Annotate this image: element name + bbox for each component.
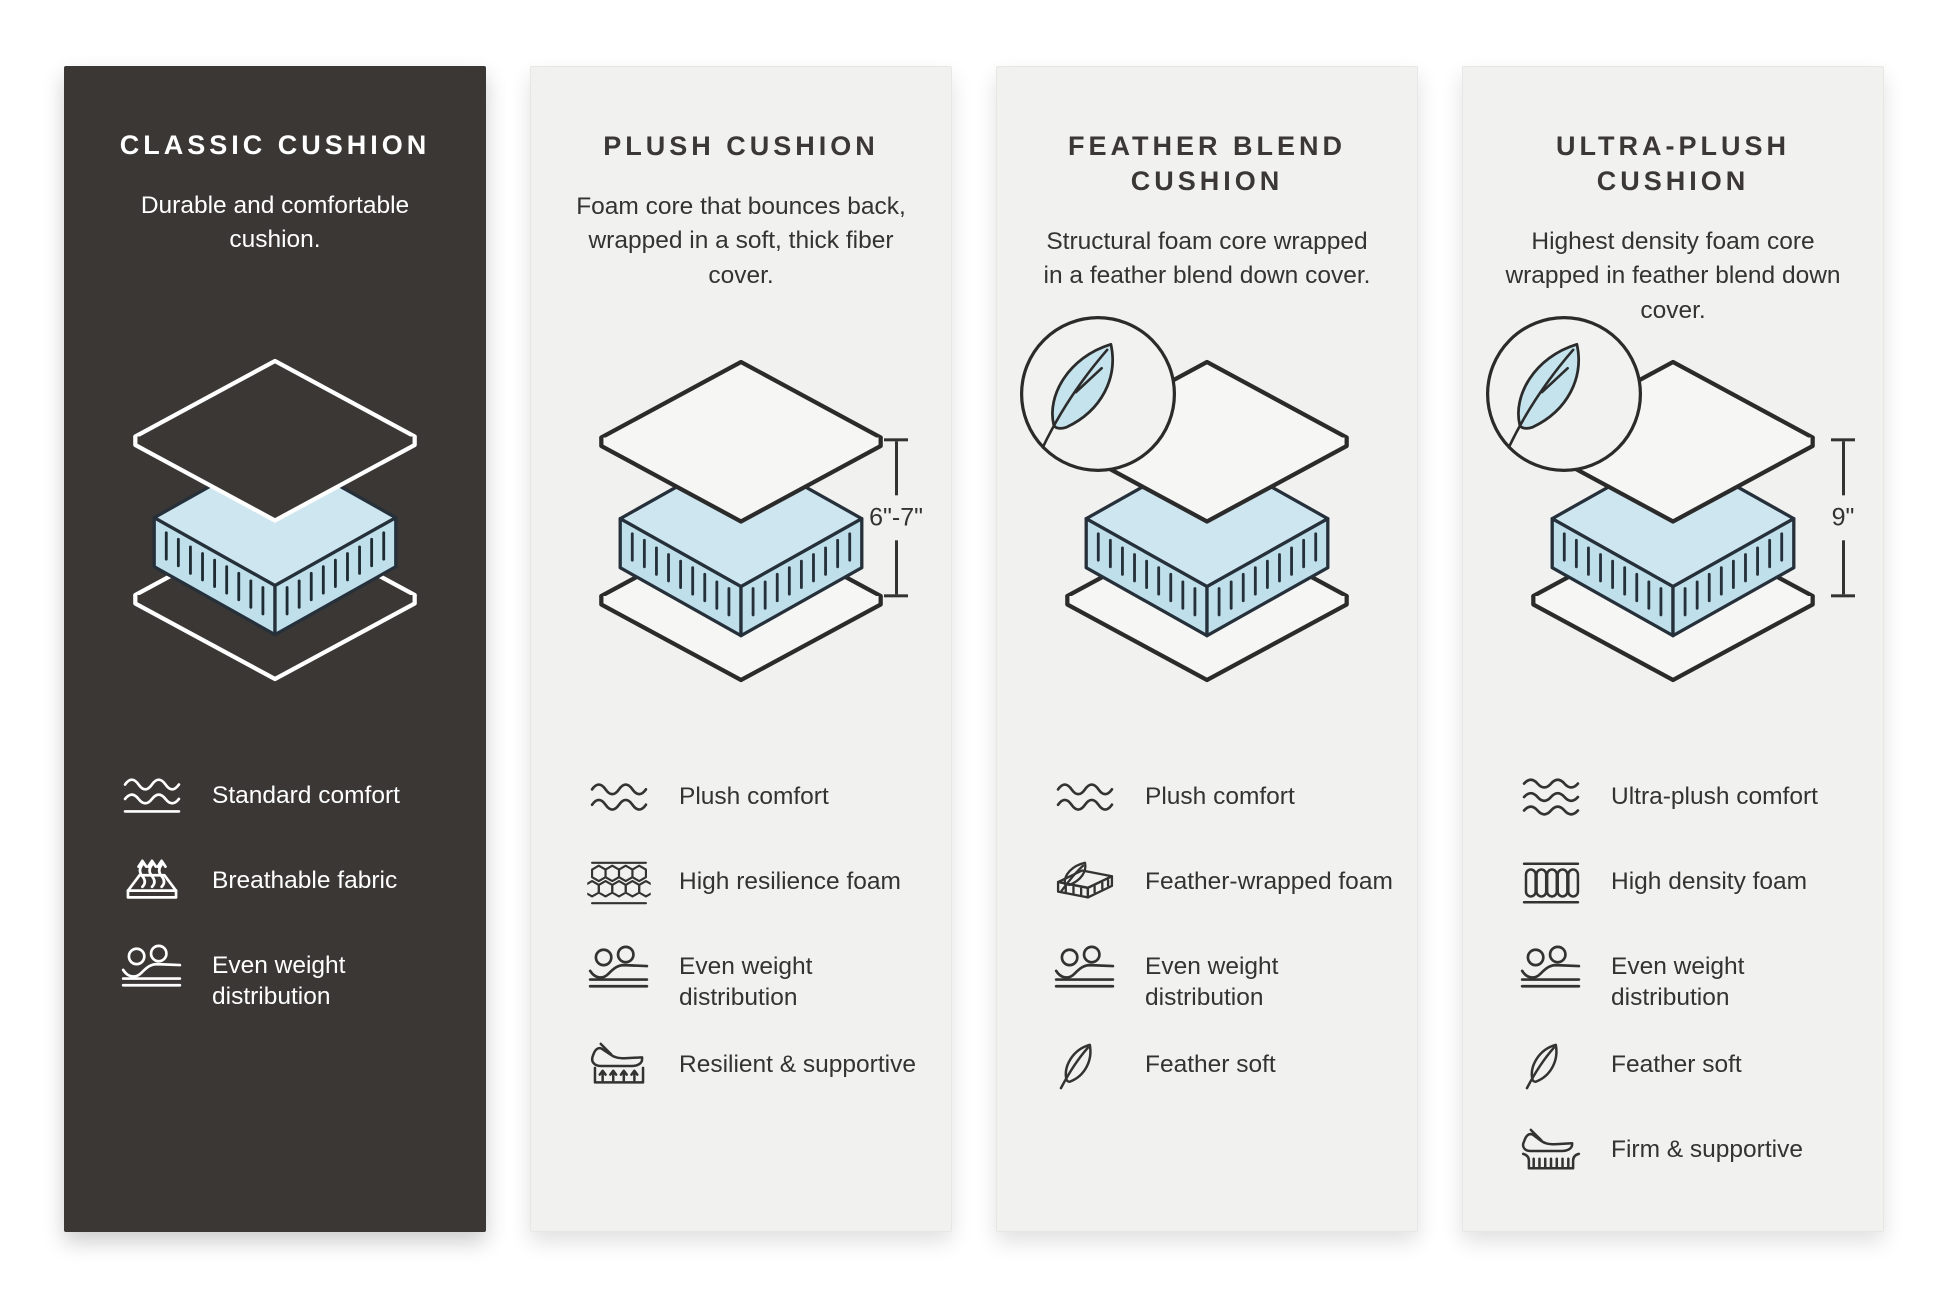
body-support-icon: [587, 1041, 655, 1091]
feature-label: Even weight distribution: [679, 953, 813, 1011]
waves-underline-icon: [120, 772, 188, 822]
feature-label: Firm & supportive: [1611, 1136, 1803, 1164]
honeycomb-icon: [587, 858, 655, 908]
dimension-line: [895, 540, 898, 594]
weight-distribution-icon: [1519, 943, 1587, 993]
feature-label: Resilient & supportive: [679, 1051, 916, 1079]
feature-item: [1519, 1126, 1859, 1183]
panel-classic-cushion: [64, 66, 486, 1232]
firm-support-icon: [1519, 1126, 1587, 1176]
feather-badge-icon: [1017, 313, 1179, 475]
panel-title: FEATHER BLEND CUSHION: [1068, 131, 1346, 197]
cushion-layers-icon: [590, 358, 892, 684]
height-dimension-marker: [1831, 438, 1855, 597]
feature-item: [1519, 943, 1859, 1013]
dimension-cap: [1831, 594, 1855, 597]
breathable-icon: [120, 857, 188, 907]
feature-item: [587, 773, 927, 830]
feature-label: Plush comfort: [1145, 783, 1295, 810]
dimension-label: 9": [1831, 503, 1855, 532]
panel-description: Durable and comfortable cushion.: [140, 192, 410, 254]
feature-item: [1053, 943, 1393, 1013]
feature-item: [1519, 1041, 1859, 1098]
feature-label: Even weight distribution: [1145, 953, 1279, 1011]
dimension-line: [895, 441, 898, 495]
cushion-layers-icon: [124, 357, 426, 683]
foam-cells-icon: [1519, 858, 1587, 908]
panel-header: [997, 67, 1417, 309]
dimension-line: [1842, 540, 1845, 594]
feature-item: [587, 1041, 927, 1098]
feature-label: Feather-wrapped foam: [1145, 868, 1393, 895]
waves-icon: [587, 773, 655, 823]
feature-label: Plush comfort: [679, 783, 829, 810]
cushion-layers-illustration: [1463, 309, 1883, 733]
dimension-line: [1842, 441, 1845, 495]
panel-feather-blend-cushion: [996, 66, 1418, 1232]
feature-list: [64, 732, 486, 1040]
dimension-label: 6"-7": [869, 503, 923, 532]
panel-description: Foam core that bounces back, wrapped in a soft, thick fiber cover.: [576, 193, 906, 289]
cushion-layers-illustration: [531, 309, 951, 733]
feather-icon: [1519, 1041, 1587, 1091]
cushion-layers-illustration: [64, 308, 486, 732]
feature-label: Breathable fabric: [212, 867, 398, 894]
feature-item: [1053, 858, 1393, 915]
weight-distribution-icon: [120, 942, 188, 992]
feature-label: Ultra-plush comfort: [1611, 783, 1818, 810]
panel-header: [64, 66, 486, 308]
weight-distribution-icon: [587, 943, 655, 993]
feature-item: [120, 857, 462, 914]
panel-header: [531, 67, 951, 309]
feature-list: [1463, 733, 1883, 1211]
feature-item: [1519, 773, 1859, 830]
dimension-cap: [884, 594, 908, 597]
feature-label: High resilience foam: [679, 868, 901, 895]
panel-title: PLUSH CUSHION: [603, 131, 879, 161]
panel-title: CLASSIC CUSHION: [119, 130, 431, 160]
feature-label: High density foam: [1611, 868, 1808, 895]
feature-item: [1519, 858, 1859, 915]
feature-label: Even weight distribution: [212, 952, 346, 1010]
feather-icon: [1053, 1041, 1121, 1091]
panel-title: ULTRA-PLUSH CUSHION: [1556, 131, 1790, 197]
weight-distribution-icon: [1053, 943, 1121, 993]
panel-header: [1463, 67, 1883, 324]
panel-description: Structural foam core wrapped in a feather blend down cover.: [1043, 228, 1371, 290]
feature-label: Even weight distribution: [1611, 953, 1745, 1011]
feature-list: [997, 733, 1417, 1126]
cushion-layers-illustration: [997, 309, 1417, 733]
feature-item: [1053, 1041, 1393, 1098]
panel-plush-cushion: [530, 66, 952, 1232]
feature-label: Feather soft: [1145, 1051, 1276, 1079]
feather-foam-icon: [1053, 858, 1121, 908]
feather-badge-icon: [1483, 313, 1645, 475]
feature-item: [587, 858, 927, 915]
feature-item: [120, 942, 462, 1012]
feature-label: Standard comfort: [212, 782, 400, 809]
feature-list: [531, 733, 951, 1126]
feature-item: [1053, 773, 1393, 830]
waves3-icon: [1519, 773, 1587, 823]
panel-ultra-plush-cushion: [1462, 66, 1884, 1232]
panel-description: Highest density foam core wrapped in feather blend down cover.: [1505, 228, 1841, 324]
feature-item: [120, 772, 462, 829]
feature-item: [587, 943, 927, 1013]
feature-label: Feather soft: [1611, 1051, 1742, 1079]
height-dimension-marker: [869, 438, 923, 597]
waves-icon: [1053, 773, 1121, 823]
